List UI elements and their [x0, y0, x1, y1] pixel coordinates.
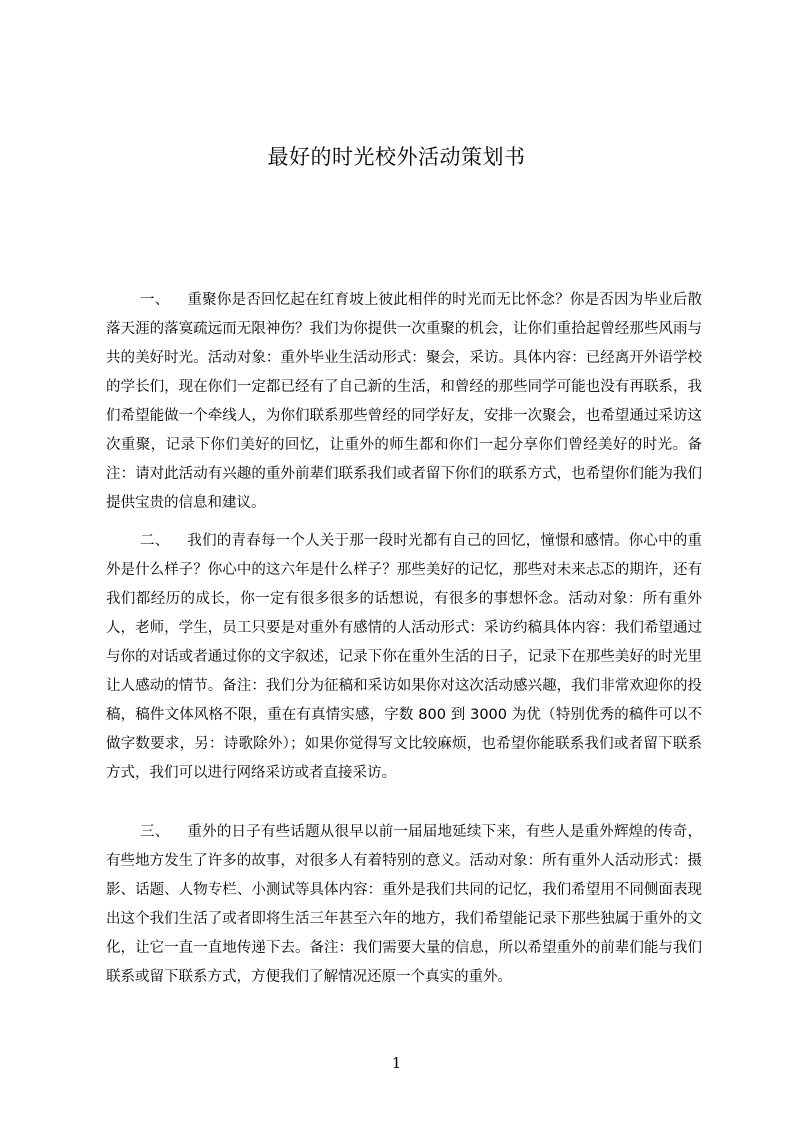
section-3: [106, 818, 702, 992]
section-2-text: 我们的青春每一个人关于那一段时光都有自己的回忆，憧憬和感情。你心中的重外是什么样子？你心中的这六年是什么样子？那些美好的记忆，那些对未来忐忑的期许，还有我们都经历的成长，你一定有很多很多的话想说，有很多的事想怀念。活动对象：所有重外人，老师，学生，员工只要是对重外有感情的人活动形式：采访约稿具体内容：我们希望通过与你的对话或者通过你的文字叙述，记录下你在重外生活的日子，记录下在那些美好的时光里让人感动的情节。备注：我们分为征稿和采访如果你对这次活动感兴趣，我们非常欢迎你的投稿，稿件文体风格不限，重在有真情实感，字数 800 到 3000 为优（特别优秀的稿件可以不做字数要求，另：诗歌除外）；如果你觉得写文比较麻烦，也希望你能联系我们或者留下联系方式，我们可以进行网络采访或者直接采访。: [106, 533, 703, 781]
section-3-text: 重外的日子有些话题从很早以前一届届地延续下来，有些人是重外辉煌的传奇，有些地方发生了许多的故事，对很多人有着特别的意义。活动对象：所有重外人活动形式：摄影、话题、人物专栏、小测试等具体内容：重外是我们共同的记忆，我们希望用不同侧面表现出这个我们生活了或者即将生活三年甚至六年的地方，我们希望能记录下那些独属于重外的文化，让它一直一直地传递下去。备注：我们需要大量的信息，所以希望重外的前辈们能与我们联系或留下联系方式，方便我们了解情况还原一个真实的重外。: [106, 824, 703, 985]
section-1-number: 一、: [140, 292, 170, 308]
section-2-number: 二、: [140, 533, 170, 549]
section-1: [106, 286, 702, 518]
document-title: 最好的时光校外活动策划书: [267, 145, 526, 169]
page-number: 1: [391, 1054, 402, 1072]
section-1-text: 重聚你是否回忆起在红育坡上彼此相伴的时光而无比怀念？你是否因为毕业后散落天涯的落寞疏远而无限神伤？我们为你提供一次重聚的机会，让你们重拾起曾经那些风雨与共的美好时光。活动对象：重外毕业生活动形式：聚会，采访。具体内容：已经离开外语学校的学长们，现在你们一定都已经有了自己新的生活，和曾经的那些同学可能也没有再联系，我们希望能做一个牵线人，为你们联系那些曾经的同学好友，安排一次聚会，也希望通过采访这次重聚，记录下你们美好的回忆，让重外的师生都和你们一起分享你们曾经美好的时光。备注：请对此活动有兴趣的重外前辈们联系我们或者留下你们的联系方式，也希望你们能为我们提供宝贵的信息和建议。: [106, 292, 703, 511]
section-2: [106, 527, 702, 788]
section-3-number: 三、: [140, 824, 170, 840]
